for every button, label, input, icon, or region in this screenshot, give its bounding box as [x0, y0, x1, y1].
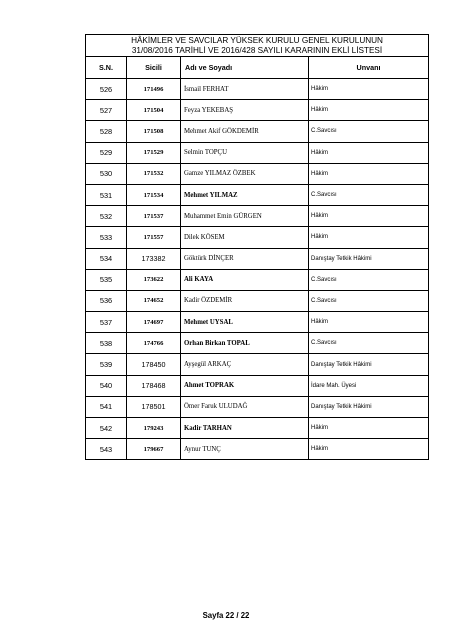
cell-rank: Danıştay Tetkik Hâkimi [309, 248, 429, 269]
cell-sicil: 178468 [127, 375, 181, 396]
cell-rank: Hâkim [309, 142, 429, 163]
cell-rank: C.Savcısı [309, 121, 429, 142]
cell-name: Feyza YEKEBAŞ [181, 100, 309, 121]
cell-rank: C.Savcısı [309, 333, 429, 354]
table-row [86, 163, 429, 184]
cell-rank: C.Savcısı [309, 269, 429, 290]
cell-rank: Hâkim [309, 312, 429, 333]
cell-sn: 529 [86, 142, 127, 163]
cell-sicil: 173622 [127, 269, 181, 290]
document-title [86, 35, 429, 57]
page-number: Sayfa 22 / 22 [202, 611, 250, 620]
cell-sicil: 171529 [127, 142, 181, 163]
cell-rank: C.Savcısı [309, 290, 429, 311]
table-row [86, 227, 429, 248]
table-row [86, 100, 429, 121]
cell-sn: 537 [86, 312, 127, 333]
table-row [86, 290, 429, 311]
cell-name: Kadir TARHAN [181, 418, 309, 439]
table-row [86, 121, 429, 142]
cell-sn: 539 [86, 354, 127, 375]
table-row [86, 312, 429, 333]
table-row [86, 142, 429, 163]
cell-sicil: 178501 [127, 396, 181, 417]
cell-rank: Hâkim [309, 163, 429, 184]
cell-sn: 530 [86, 163, 127, 184]
table-row [86, 396, 429, 417]
cell-name: Mehmet Akif GÖKDEMİR [181, 121, 309, 142]
cell-sicil: 171557 [127, 227, 181, 248]
cell-sicil: 179667 [127, 439, 181, 460]
cell-name: Ömer Faruk ULUDAĞ [181, 396, 309, 417]
cell-name: Ahmet TOPRAK [181, 375, 309, 396]
cell-sn: 536 [86, 290, 127, 311]
cell-rank: Hâkim [309, 79, 429, 100]
cell-rank: Hâkim [309, 227, 429, 248]
cell-sn: 533 [86, 227, 127, 248]
cell-name: Ali KAYA [181, 269, 309, 290]
cell-sicil: 171537 [127, 206, 181, 227]
cell-name: Selmin TOPÇU [181, 142, 309, 163]
cell-sn: 527 [86, 100, 127, 121]
cell-rank: Hâkim [309, 418, 429, 439]
cell-rank: İdare Mah. Üyesi [309, 375, 429, 396]
cell-sicil: 179243 [127, 418, 181, 439]
cell-sn: 535 [86, 269, 127, 290]
cell-sn: 534 [86, 248, 127, 269]
cell-name: İsmail FERHAT [181, 79, 309, 100]
cell-sicil: 178450 [127, 354, 181, 375]
cell-rank: Danıştay Tetkik Hâkimi [309, 396, 429, 417]
document-title-line-1: HÂKİMLER VE SAVCILAR YÜKSEK KURULU GENEL KURULUNUN [131, 35, 383, 45]
table-row [86, 418, 429, 439]
cell-sicil: 171504 [127, 100, 181, 121]
cell-sn: 528 [86, 121, 127, 142]
column-header-rank: Unvanı [309, 57, 429, 79]
cell-sicil: 173382 [127, 248, 181, 269]
personnel-list-table [85, 34, 429, 460]
cell-sicil: 171532 [127, 163, 181, 184]
cell-sn: 526 [86, 79, 127, 100]
cell-name: Gamze YILMAZ ÖZBEK [181, 163, 309, 184]
cell-name: Göktürk DİNÇER [181, 248, 309, 269]
table-row [86, 333, 429, 354]
table-row [86, 184, 429, 205]
column-header-sicil: Sicili [127, 57, 181, 79]
table-row [86, 375, 429, 396]
cell-sn: 531 [86, 184, 127, 205]
cell-sn: 543 [86, 439, 127, 460]
cell-rank: Danıştay Tetkik Hâkimi [309, 354, 429, 375]
cell-sicil: 171508 [127, 121, 181, 142]
cell-rank: Hâkim [309, 206, 429, 227]
cell-sn: 541 [86, 396, 127, 417]
cell-sicil: 174652 [127, 290, 181, 311]
column-header-name: Adı ve Soyadı [181, 57, 309, 79]
cell-sicil: 174766 [127, 333, 181, 354]
cell-rank: Hâkim [309, 439, 429, 460]
cell-sn: 538 [86, 333, 127, 354]
table-row [86, 269, 429, 290]
cell-name: Mehmet UYSAL [181, 312, 309, 333]
cell-name: Dilek KÖSEM [181, 227, 309, 248]
cell-sn: 540 [86, 375, 127, 396]
table-row [86, 79, 429, 100]
cell-sicil: 171534 [127, 184, 181, 205]
cell-sicil: 171496 [127, 79, 181, 100]
table-row [86, 248, 429, 269]
cell-rank: C.Savcısı [309, 184, 429, 205]
table-row [86, 439, 429, 460]
cell-name: Mehmet YILMAZ [181, 184, 309, 205]
document-title-line-2: 31/08/2016 TARİHLİ VE 2016/428 SAYILI KARARININ EKLİ LİSTESİ [131, 45, 383, 55]
cell-sicil: 174697 [127, 312, 181, 333]
table-header-row [86, 57, 429, 79]
column-header-sn: S.N. [86, 57, 127, 79]
cell-name: Kadir ÖZDEMİR [181, 290, 309, 311]
cell-name: Aynur TUNÇ [181, 439, 309, 460]
cell-name: Ayşegül ARKAÇ [181, 354, 309, 375]
cell-rank: Hâkim [309, 100, 429, 121]
table-row [86, 354, 429, 375]
cell-name: Orhan Birkan TOPAL [181, 333, 309, 354]
table-row [86, 206, 429, 227]
cell-name: Muhammet Emin GÜRGEN [181, 206, 309, 227]
cell-sn: 532 [86, 206, 127, 227]
cell-sn: 542 [86, 418, 127, 439]
